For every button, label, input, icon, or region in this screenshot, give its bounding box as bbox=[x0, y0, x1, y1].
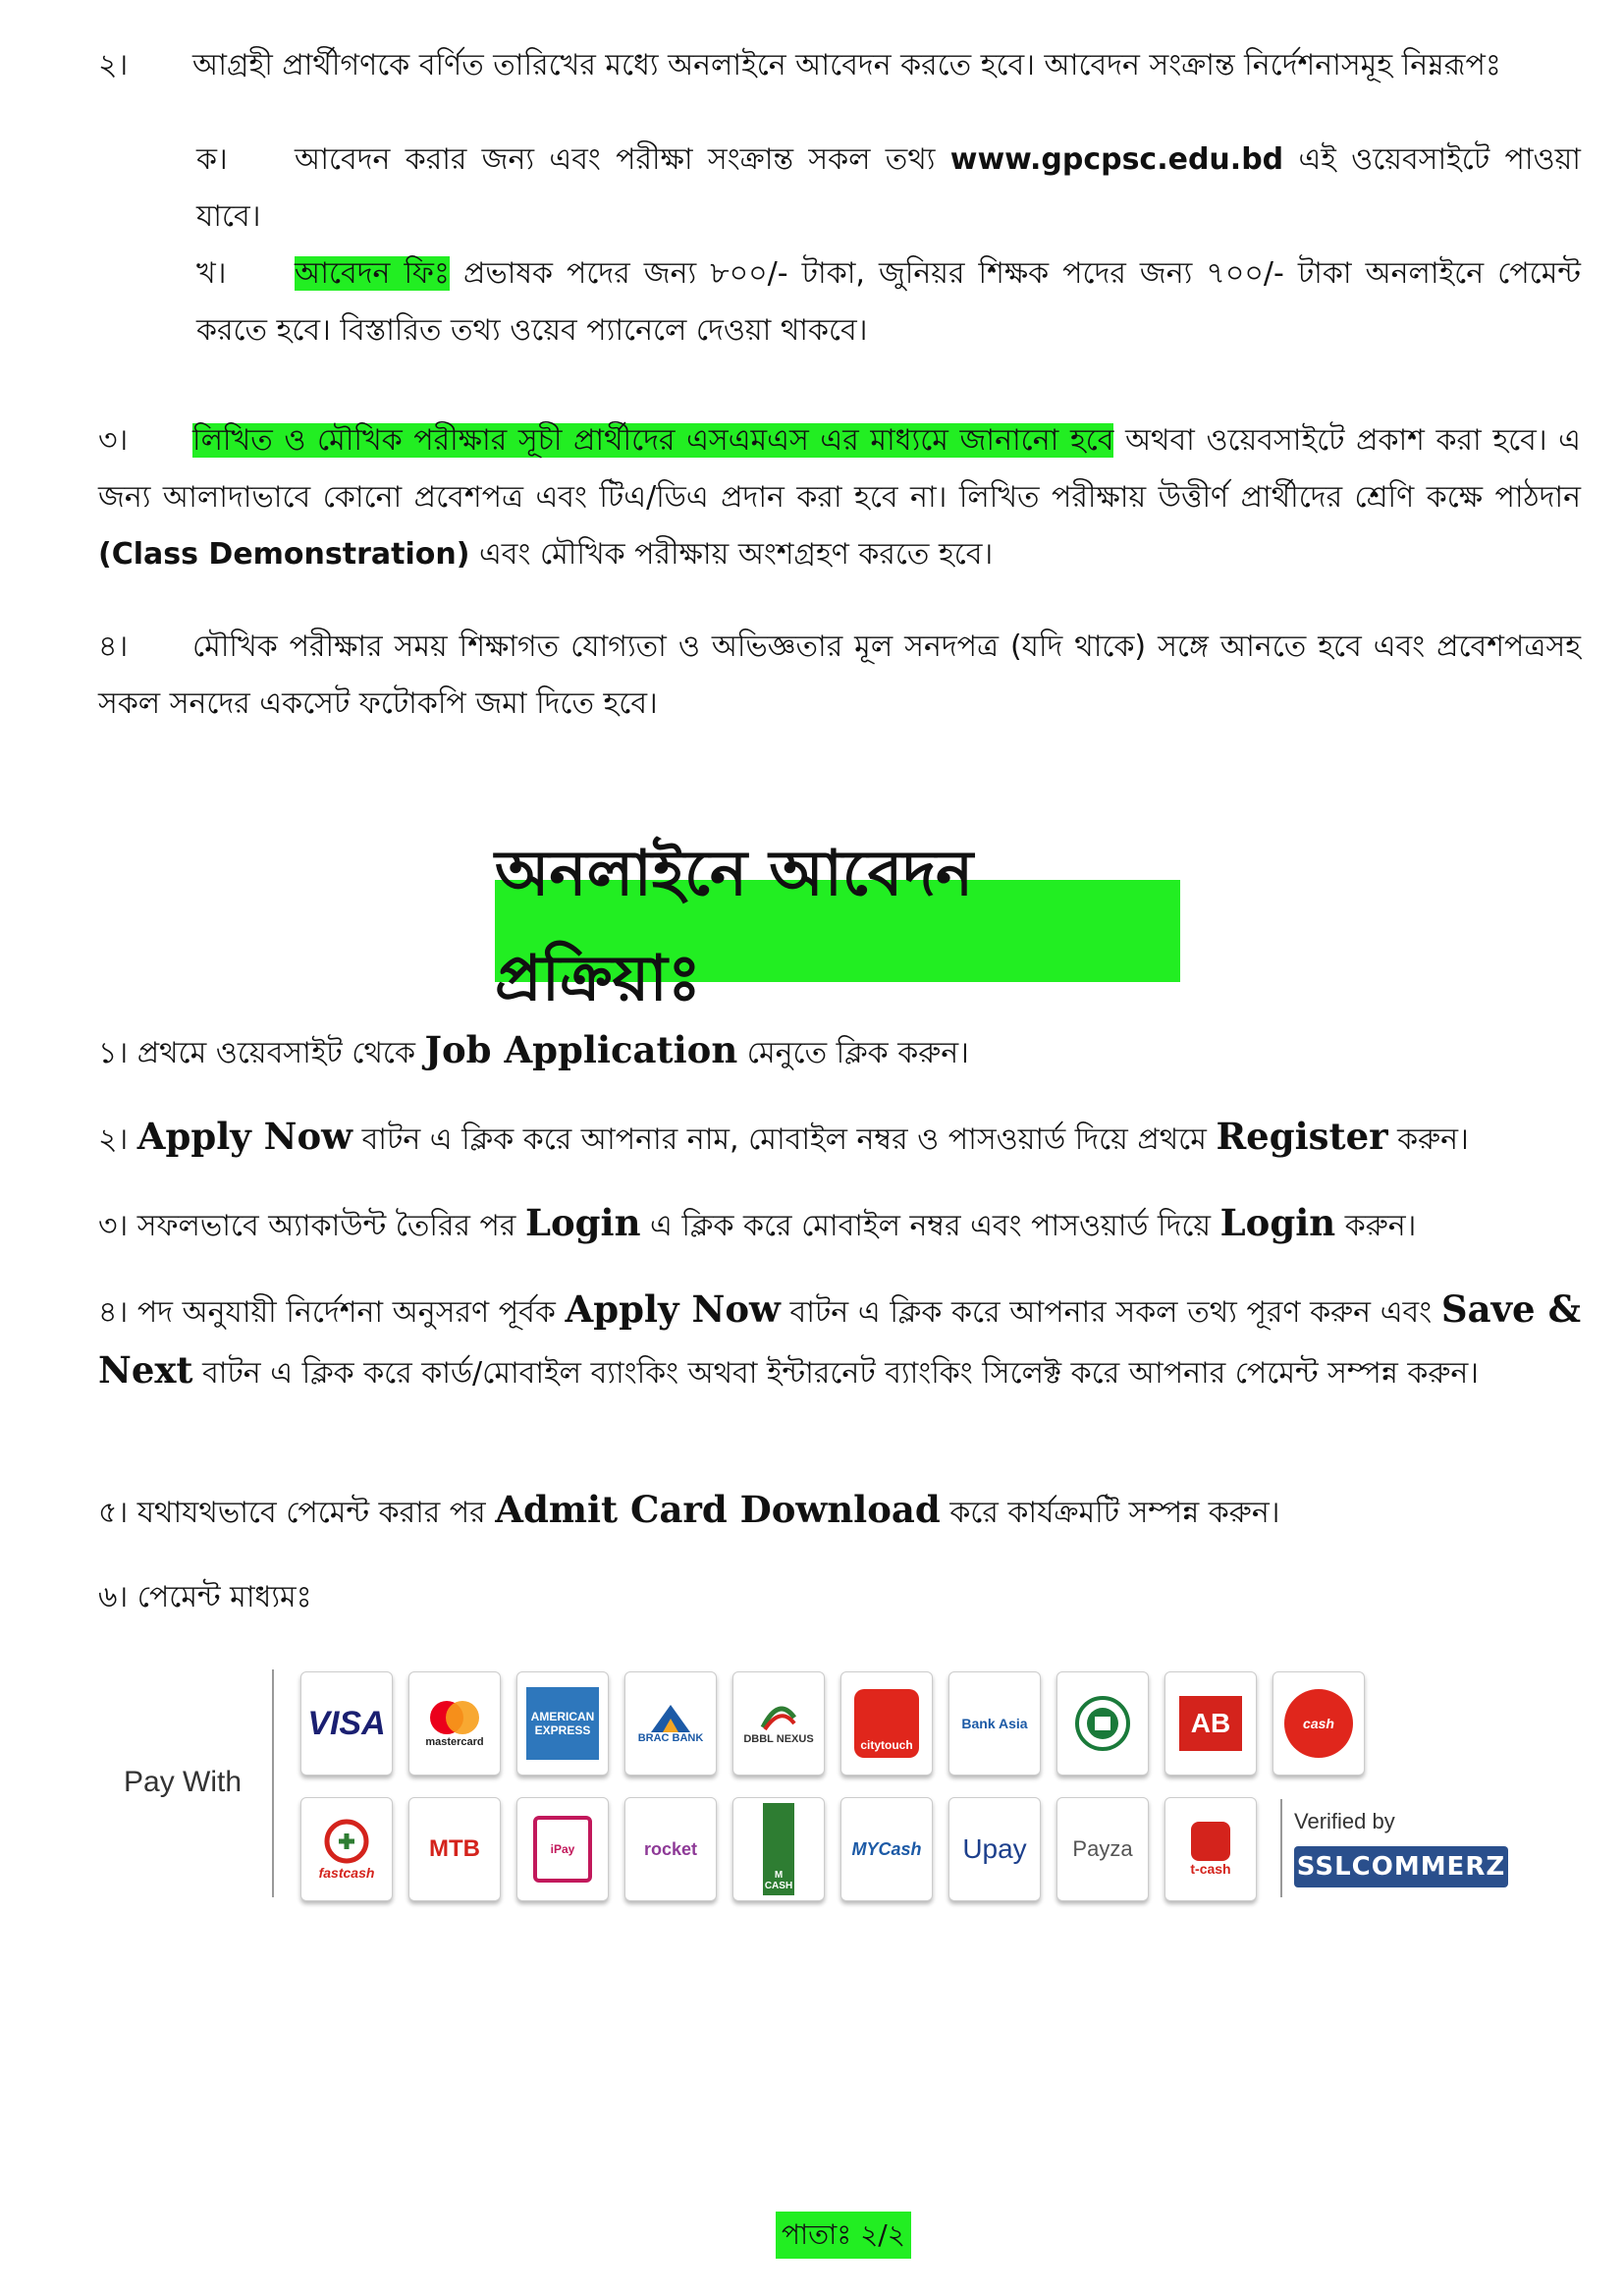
t-cash-label: t-cash bbox=[1190, 1861, 1231, 1877]
brac-bank-emblem-icon bbox=[651, 1703, 690, 1732]
payza-label: Payza bbox=[1072, 1836, 1133, 1861]
citytouch-label: citytouch bbox=[854, 1689, 919, 1758]
step-4 bbox=[98, 1281, 1581, 1402]
online-application-heading: অনলাইনে আবেদন প্রক্রিয়াঃ bbox=[495, 880, 1180, 982]
visa-logo bbox=[300, 1671, 393, 1776]
verified-by-label: Verified by bbox=[1294, 1809, 1395, 1833]
dbbl-nexus-label: DBBL NEXUS bbox=[743, 1733, 814, 1745]
section-2 bbox=[98, 37, 1581, 94]
fastcash-logo bbox=[300, 1797, 393, 1901]
brac-bank-logo bbox=[624, 1671, 717, 1776]
mastercard-logo bbox=[408, 1671, 501, 1776]
step-6: ৬। পেমেন্ট মাধ্যমঃ bbox=[98, 1580, 312, 1614]
amex-logo bbox=[516, 1671, 609, 1776]
islami-mcash-logo bbox=[732, 1797, 825, 1901]
section-4-number: ৪। bbox=[98, 629, 129, 664]
mycash-logo bbox=[840, 1797, 933, 1901]
step-2 bbox=[98, 1108, 1581, 1169]
step-3-prefix: ৩। সফলভাবে অ্যাকাউন্ট তৈরির পর bbox=[98, 1209, 516, 1243]
kha-number: খ। bbox=[196, 256, 227, 291]
class-demonstration-text: (Class Demonstration) bbox=[98, 537, 470, 572]
bank-asia-label: Bank Asia bbox=[961, 1716, 1028, 1731]
ka-text-before: আবেদন করার জন্য এবং পরীক্ষা সংক্রান্ত সকল তথ্য bbox=[295, 142, 936, 177]
mycash-label: MYCash bbox=[851, 1838, 922, 1859]
login-text-1: Login bbox=[524, 1201, 641, 1244]
application-fee-highlight: আবেদন ফিঃ bbox=[295, 256, 450, 291]
ab-bank-label: AB bbox=[1179, 1696, 1242, 1751]
payment-divider bbox=[272, 1669, 274, 1897]
upay-label: Upay bbox=[962, 1833, 1027, 1864]
pay-with-label: Pay With bbox=[124, 1766, 243, 1798]
mtb-label: MTB bbox=[429, 1835, 480, 1862]
step-2-number: ২। bbox=[98, 1122, 129, 1157]
kha-text: প্রভাষক পদের জন্য ৮০০/- টাকা, জুনিয়র শিক্ষক পদের জন্য ৭০০/- টাকা অনলাইনে পেমেন্ট করতে হবে। বিস্তারিত তথ্য ওয়েব প্যানেলে দেওয়া থাকবে। bbox=[196, 256, 1582, 348]
rocket-label: rocket bbox=[643, 1838, 698, 1859]
q-cash-logo bbox=[1272, 1671, 1365, 1776]
step-5 bbox=[98, 1481, 1581, 1542]
step-3-middle: এ ক্লিক করে মোবাইল নম্বর এবং পাসওয়ার্ড দিয়ে bbox=[650, 1209, 1212, 1243]
mtb-logo bbox=[408, 1797, 501, 1901]
rocket-logo bbox=[624, 1797, 717, 1901]
step-4-prefix: ৪। পদ অনুযায়ী নির্দেশনা অনুসরণ পূর্বক bbox=[98, 1295, 556, 1330]
fastcash-emblem-icon bbox=[323, 1818, 370, 1865]
fastcash-label: fastcash bbox=[318, 1865, 375, 1881]
step-1-prefix: ১। প্রথমে ওয়েবসাইট থেকে bbox=[98, 1036, 415, 1070]
section-3-text-after: এবং মৌখিক পরীক্ষায় অংশগ্রহণ করতে হবে। bbox=[478, 537, 994, 572]
amex-label: AMERICAN EXPRESS bbox=[526, 1687, 599, 1760]
bank-asia-logo bbox=[948, 1671, 1041, 1776]
step-1 bbox=[98, 1021, 1581, 1082]
ipay-logo bbox=[516, 1797, 609, 1901]
mastercard-circles-icon bbox=[425, 1699, 484, 1736]
islami-bank-seal-logo bbox=[1056, 1671, 1149, 1776]
login-text-2: Login bbox=[1219, 1201, 1336, 1244]
ssl-divider bbox=[1280, 1799, 1282, 1897]
brac-bank-label: BRAC BANK bbox=[637, 1732, 704, 1744]
step-3 bbox=[98, 1194, 1581, 1255]
q-cash-label: cash bbox=[1284, 1689, 1353, 1758]
ab-bank-logo bbox=[1164, 1671, 1257, 1776]
section-2-ka bbox=[196, 132, 1581, 246]
islami-bank-seal-icon bbox=[1073, 1689, 1132, 1758]
dbbl-swirl-icon bbox=[759, 1702, 798, 1733]
mastercard-label: mastercard bbox=[425, 1736, 484, 1748]
website-url: www.gpcpsc.edu.bd bbox=[949, 142, 1284, 177]
t-cash-logo bbox=[1164, 1797, 1257, 1901]
section-4-text: মৌখিক পরীক্ষার সময় শিক্ষাগত যোগ্যতা ও অভিজ্ঞতার মূল সনদপত্র (যদি থাকে) সঙ্গে আনতে হবে এবং প্রবেশপত্রসহ সকল সনদের একসেট ফটোকপি জমা দিতে হবে। bbox=[98, 629, 1581, 721]
upay-logo bbox=[948, 1797, 1041, 1901]
step-4-suffix: বাটন এ ক্লিক করে কার্ড/মোবাইল ব্যাংকিং অথবা ইন্টারনেট ব্যাংকিং সিলেক্ট করে আপনার পেমেন্ট সম্পন্ন করুন। bbox=[202, 1356, 1480, 1391]
ipay-label: iPay bbox=[533, 1816, 592, 1883]
admit-card-download-text: Admit Card Download bbox=[495, 1488, 941, 1531]
citytouch-logo bbox=[840, 1671, 933, 1776]
sslcommerz-logo: SSLCOMMERZ bbox=[1294, 1846, 1508, 1887]
apply-now-text: Apply Now bbox=[136, 1115, 353, 1158]
step-2-middle: বাটন এ ক্লিক করে আপনার নাম, মোবাইল নম্বর ও পাসওয়ার্ড দিয়ে প্রথমে bbox=[361, 1122, 1207, 1157]
save-next-text: Save & Next bbox=[98, 1287, 1581, 1392]
mcash-label: M CASH bbox=[763, 1803, 794, 1895]
section-4 bbox=[98, 619, 1581, 733]
dbbl-nexus-logo bbox=[732, 1671, 825, 1776]
ka-number: ক। bbox=[196, 142, 228, 177]
payza-logo bbox=[1056, 1797, 1149, 1901]
section-2-text: আগ্রহী প্রার্থীগণকে বর্ণিত তারিখের মধ্যে অনলাইনে আবেদন করতে হবে। আবেদন সংক্রান্ত নির্দেশনাসমূহ নিম্নরূপঃ bbox=[192, 48, 1501, 82]
step-5-prefix: ৫। যথাযথভাবে পেমেন্ট করার পর bbox=[98, 1496, 486, 1530]
page-number: পাতাঃ ২/২ bbox=[776, 2212, 911, 2259]
register-text: Register bbox=[1216, 1115, 1388, 1158]
t-cash-icon bbox=[1191, 1822, 1230, 1861]
section-2-number: ২। bbox=[98, 48, 129, 82]
step-2-suffix: করুন। bbox=[1397, 1122, 1469, 1157]
section-2-kha bbox=[196, 246, 1581, 359]
step-5-suffix: করে কার্যক্রমটি সম্পন্ন করুন। bbox=[949, 1496, 1280, 1530]
section-3-text-before: অথবা ওয়েবসাইটে প্রকাশ করা হবে। এ জন্য আলাদাভাবে কোনো প্রবেশপত্র এবং টিএ/ডিএ প্রদান করা হবে না। লিখিত পরীক্ষায় উত্তীর্ণ প্রার্থীদের শ্রেণি কক্ষে পাঠদান bbox=[98, 423, 1581, 515]
exam-schedule-highlight: লিখিত ও মৌখিক পরীক্ষার সূচী প্রার্থীদের এসএমএস এর মাধ্যমে জানানো হবে bbox=[192, 423, 1114, 458]
step-4-middle: বাটন এ ক্লিক করে আপনার সকল তথ্য পূরণ করুন এবং bbox=[789, 1295, 1433, 1330]
visa-label: VISA bbox=[307, 1704, 386, 1742]
section-3 bbox=[98, 412, 1581, 583]
job-application-text: Job Application bbox=[424, 1028, 738, 1071]
section-3-number: ৩। bbox=[98, 423, 129, 458]
ka-text-after: এই ওয়েবসাইটে পাওয়া যাবে। bbox=[196, 142, 1581, 234]
step-3-suffix: করুন। bbox=[1344, 1209, 1417, 1243]
step-1-suffix: মেনুতে ক্লিক করুন। bbox=[746, 1036, 969, 1070]
apply-now-text-2: Apply Now bbox=[565, 1287, 781, 1331]
